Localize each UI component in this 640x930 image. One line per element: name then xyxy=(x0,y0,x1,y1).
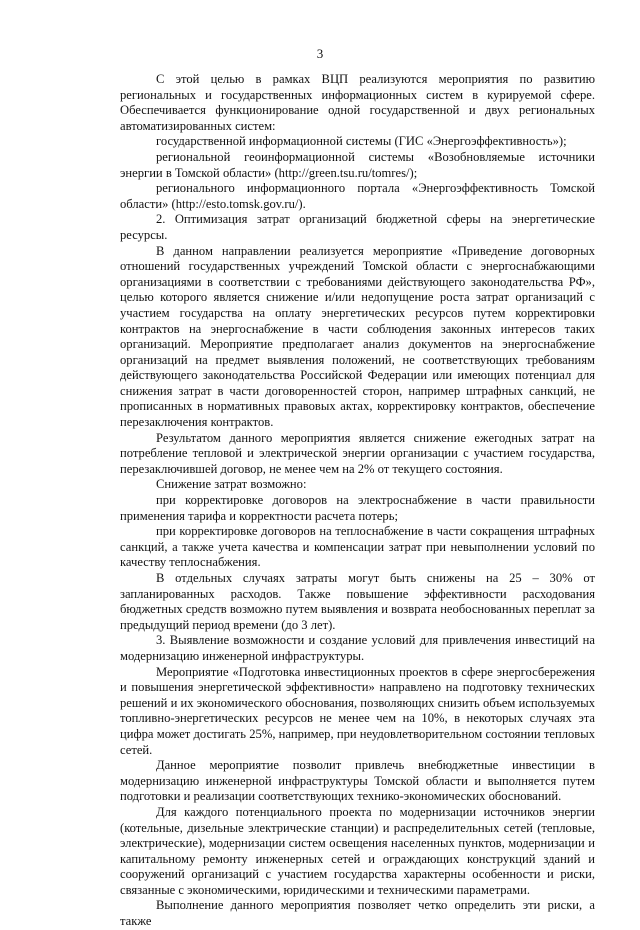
list-item-heat: при корректировке договоров на теплоснабжение в части сокращения штрафных санкций, а также учета качества и компенсации затрат при невыполнении условий по качеству теплоснабжения. xyxy=(120,524,595,570)
paragraph-reduction-possible: Снижение затрат возможно: xyxy=(156,477,307,492)
page-number: 3 xyxy=(316,46,324,61)
list-item-electricity: при корректировке договоров на электроснабжение в части правильности применения тарифа и корректности расчета потерь; xyxy=(120,493,595,523)
paragraph-contracts: В данном направлении реализуется мероприятие «Приведение договорных отношений государственных учреждений Томской области с энергоснабжающими организациями в соответствии с требованиями действующего законодательства РФ», целью которого является снижение и/или недопущение роста затрат организаций с участием государства на оплату энергетических ресурсов путем корректировки контрактов на энергоснабжение в части соблюдения законных интересов таких организаций. Мероприятие предполагает анализ документов на энергоснабжение организаций на предмет выявления положений, не соответствующих требованиям действующего законодательства Российской Федерации или имеющих потенциал для снижения затрат в части договоренностей сторон, например штрафных санкций, не прописанных в нормативных правовых актах, корректировку контрактов, обеспечение перезаключения контрактов. xyxy=(120,243,595,430)
paragraph-risks: Для каждого потенциального проекта по модернизации источников энергии (котельные, дизельные электрические станции) и распределительных сетей (тепловые, электрические), модернизации систем освещения населенных пунктов, модернизации и капитальному ремонту инженерных сетей и ограждающих конструкций зданий и сооружений организаций с участием государства характерны особенности и риски, связанные с экономическими, юридическими и техническими параметрами. xyxy=(120,804,595,897)
paragraph-intro: С этой целью в рамках ВЦП реализуются мероприятия по развитию региональных и государственных информационных систем в курируемой сфере. Обеспечивается функционирование одной государственной и двух региональных автоматизированных систем: xyxy=(120,72,595,133)
paragraph-extrabudgetary: Данное мероприятие позволит привлечь внебюджетные инвестиции в модернизацию инженерной инфраструктуры Томской области и выполняется путем подготовки и реализации соответствующих технико-экономических обоснований. xyxy=(120,758,595,804)
list-item-portal: регионального информационного портала «Энергоэффективность Томской области» (http://esto.tomsk.gov.ru/). xyxy=(120,181,595,211)
list-item-gis: государственной информационной системы (ГИС «Энергоэффективность»); xyxy=(156,134,567,149)
section-heading-3: 3. Выявление возможности и создание условий для привлечения инвестиций на модернизацию инженерной инфраструктуры. xyxy=(120,633,595,663)
section-heading-2: 2. Оптимизация затрат организаций бюджетной сферы на энергетические ресурсы. xyxy=(120,212,595,242)
list-item-geoinfo-system: региональной геоинформационной системы «Возобновляемые источники энергии в Томской области» (http://green.tsu.ru/tomres/); xyxy=(120,149,595,180)
paragraph-result: Результатом данного мероприятия является снижение ежегодных затрат на потребление тепловой и электрической энергии организации с участием государства, перезаключившей договор, не менее чем на 2% от текущего состояния. xyxy=(120,430,595,476)
document-body xyxy=(120,72,595,930)
paragraph-investment-projects: Мероприятие «Подготовка инвестиционных проектов в сфере энергосбережения и повышения энергетической эффективности» направлено на подготовку технических решений и их экономического обоснования, позволяющих снизить объем используемых топливно-энергетических ресурсов не менее чем на 10%, в некоторых случаях эта цифра может достигать 25%, например, при неудовлетворительном состоянии тепловых сетей. xyxy=(120,664,595,757)
paragraph-special-cases: В отдельных случаях затраты могут быть снижены на 25 – 30% от запланированных расходов. Также повышение эффективности расходования бюджетных средств возможно путем выявления и возврата необоснованных переплат за предыдущий период времени (до 3 лет). xyxy=(120,571,595,632)
paragraph-conclusion: Выполнение данного мероприятия позволяет четко определить эти риски, а также xyxy=(120,898,595,929)
